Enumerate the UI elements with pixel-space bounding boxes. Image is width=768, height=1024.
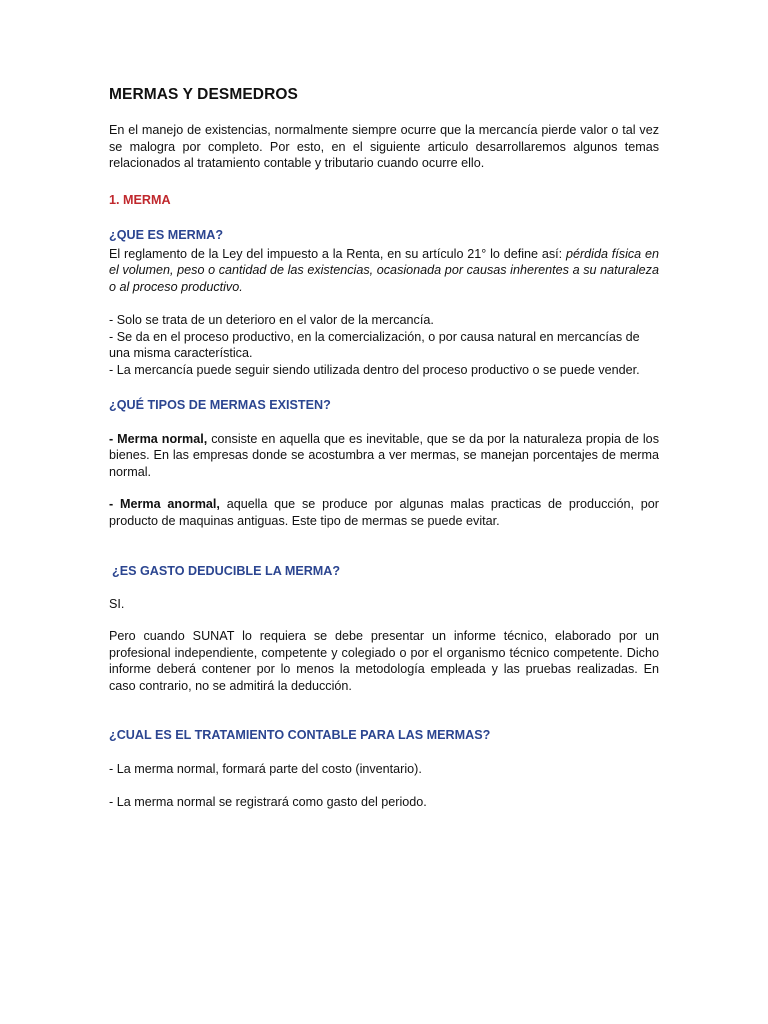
question-que-es-merma: ¿QUE ES MERMA? (109, 228, 224, 242)
definition-italic: pérdida física en el volumen, peso o cantidad de las existencias, ocasionada por causas inherentes a su naturaleza o al proceso productivo. (109, 246, 660, 294)
merma-anormal-paragraph (109, 496, 659, 529)
merma-characteristics-list (109, 312, 659, 378)
list-item: - La mercancía puede seguir siendo utilizada dentro del proceso productivo o se puede vender. (109, 362, 640, 377)
definition-lead: El reglamento de la Ley del impuesto a la Renta, en su artículo 21° lo define así: (109, 246, 566, 261)
deducible-paragraph: Pero cuando SUNAT lo requiera se debe presentar un informe técnico, elaborado por un profesional independiente, competente y colegiado o por el organismo técnico competente. Dicho informe deberá contener por lo menos la metodología empleada y las pruebas realizadas. En caso contrario, no se admitirá la deducción. (109, 629, 659, 693)
definition-paragraph (109, 246, 659, 296)
question-tratamiento-contable: ¿CUAL ES EL TRATAMIENTO CONTABLE PARA LAS MERMAS? (109, 728, 491, 742)
merma-normal-text: consiste en aquella que es inevitable, que se da por la naturaleza propia de los bienes. En las empresas donde se acostumbra a ver mermas, se manejan porcentajes de merma normal. (109, 431, 659, 479)
section-heading-merma: 1. MERMA (109, 192, 171, 207)
list-item: - Se da en el proceso productivo, en la comercialización, o por causa natural en mercancías de una misma característica. (109, 329, 640, 360)
tratamiento-item-1: - La merma normal, formará parte del costo (inventario). (109, 761, 422, 776)
question-tipos-mermas: ¿QUÉ TIPOS DE MERMAS EXISTEN? (109, 398, 331, 412)
intro-paragraph: En el manejo de existencias, normalmente siempre ocurre que la mercancía pierde valor o tal vez se malogra por completo. Por esto, en el siguiente articulo desarrollaremos algunos temas relacionados al tratamiento contable y tributario cuando ocurre ello. (109, 123, 659, 170)
merma-anormal-text: aquella que se produce por algunas malas practicas de producción, por producto de maquinas antiguas. Este tipo de mermas se puede evitar. (109, 497, 659, 528)
question-gasto-deducible: ¿ES GASTO DEDUCIBLE LA MERMA? (112, 564, 341, 578)
merma-anormal-label: - Merma anormal, (109, 497, 220, 511)
answer-si: SI. (109, 596, 125, 611)
list-item: - Solo se trata de un deterioro en el valor de la mercancía. (109, 313, 434, 327)
document-page (109, 86, 659, 811)
tratamiento-item-2: - La merma normal se registrará como gasto del periodo. (109, 795, 427, 809)
document-title: MERMAS Y DESMEDROS (109, 86, 298, 103)
merma-normal-label: - Merma normal, (109, 431, 208, 446)
merma-normal-paragraph (109, 431, 659, 481)
